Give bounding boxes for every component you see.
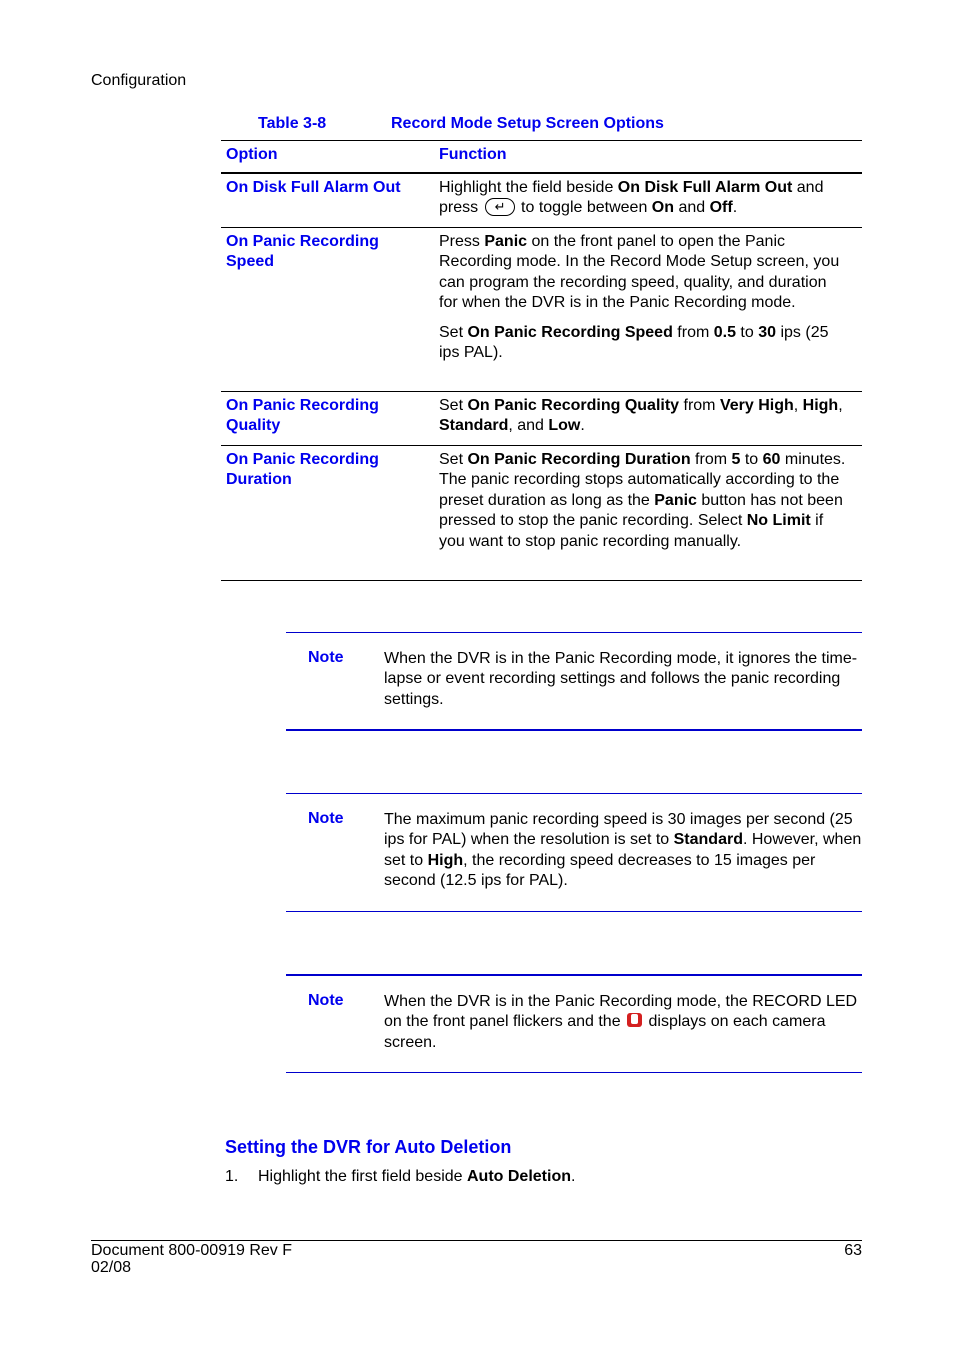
step-item: 1. Highlight the first field beside Auto Deletion.	[225, 1168, 576, 1185]
enter-key-icon: ↵	[485, 198, 515, 216]
table-bottom-rule	[221, 580, 862, 581]
row-divider	[221, 227, 862, 228]
table-caption-number: Table 3-8	[258, 115, 327, 132]
footer-document	[91, 1242, 292, 1276]
option-on-panic-recording-quality: On Panic Recording Quality	[226, 397, 379, 435]
running-header: Configuration	[91, 72, 187, 89]
note-bottom-rule	[286, 1072, 862, 1073]
note-top-rule	[286, 793, 862, 794]
document-number: Document 800-00919 Rev F	[91, 1242, 292, 1259]
note-text: When the DVR is in the Panic Recording mode, it ignores the time-lapse or event recording settings and follows the panic recording settings.	[384, 650, 858, 708]
note-label: Note	[308, 810, 344, 827]
note-bottom-rule	[286, 911, 862, 912]
note-top-rule	[286, 632, 862, 633]
step-number: 1.	[225, 1168, 239, 1185]
note-label: Note	[308, 649, 344, 666]
function-on-panic-recording-quality: Set On Panic Recording Quality from Very High, High, Standard, and Low.	[439, 397, 843, 435]
note-top-rule	[286, 974, 862, 976]
row-divider	[221, 445, 862, 446]
column-header-option: Option	[226, 146, 278, 163]
note-text: The maximum panic recording speed is 30 images per second (25 ips for PAL) when the resolution is set to Standard. However, when set to High, the recording speed decreases to 15 images per second (12.5 ips for PAL).	[384, 811, 862, 890]
row-divider	[221, 391, 862, 392]
section-heading: Setting the DVR for Auto Deletion	[225, 1137, 512, 1157]
option-on-disk-full-alarm-out: On Disk Full Alarm Out	[226, 179, 401, 196]
note-label: Note	[308, 992, 344, 1009]
page-number: 63	[844, 1242, 862, 1259]
note-text: When the DVR is in the Panic Recording mode, the RECORD LED on the front panel flickers and the displays on each camera screen.	[384, 993, 858, 1051]
function-on-disk-full-alarm-out: Highlight the field beside On Disk Full Alarm Out and press ↵ to toggle between On and Off.	[439, 179, 824, 217]
column-header-function: Function	[439, 146, 507, 163]
function-on-panic-recording-duration: Set On Panic Recording Duration from 5 to 60 minutes. The panic recording stops automatically according to the preset duration as long as the Panic button has not been pressed to stop the panic recording. Select No Limit if you want to stop panic recording manually.	[439, 451, 846, 550]
option-on-panic-recording-speed: On Panic Recording Speed	[226, 233, 379, 271]
function-on-panic-recording-speed: Press Panic on the front panel to open the Panic Recording mode. In the Record Mode Setup screen, you can program the recording speed, quality, and duration for when the DVR is in the Panic Recording mode. Set On Panic Recording Speed from 0.5 to 30 ips (25 ips PAL).	[439, 233, 840, 362]
table-caption-title: Record Mode Setup Screen Options	[391, 115, 664, 132]
footer-rule	[91, 1240, 862, 1241]
document-date: 02/08	[91, 1259, 132, 1276]
table-header-rule	[221, 172, 862, 174]
table-top-rule	[221, 140, 862, 141]
option-on-panic-recording-duration: On Panic Recording Duration	[226, 451, 379, 489]
record-indicator-icon	[627, 1013, 642, 1027]
note-bottom-rule	[286, 729, 862, 731]
